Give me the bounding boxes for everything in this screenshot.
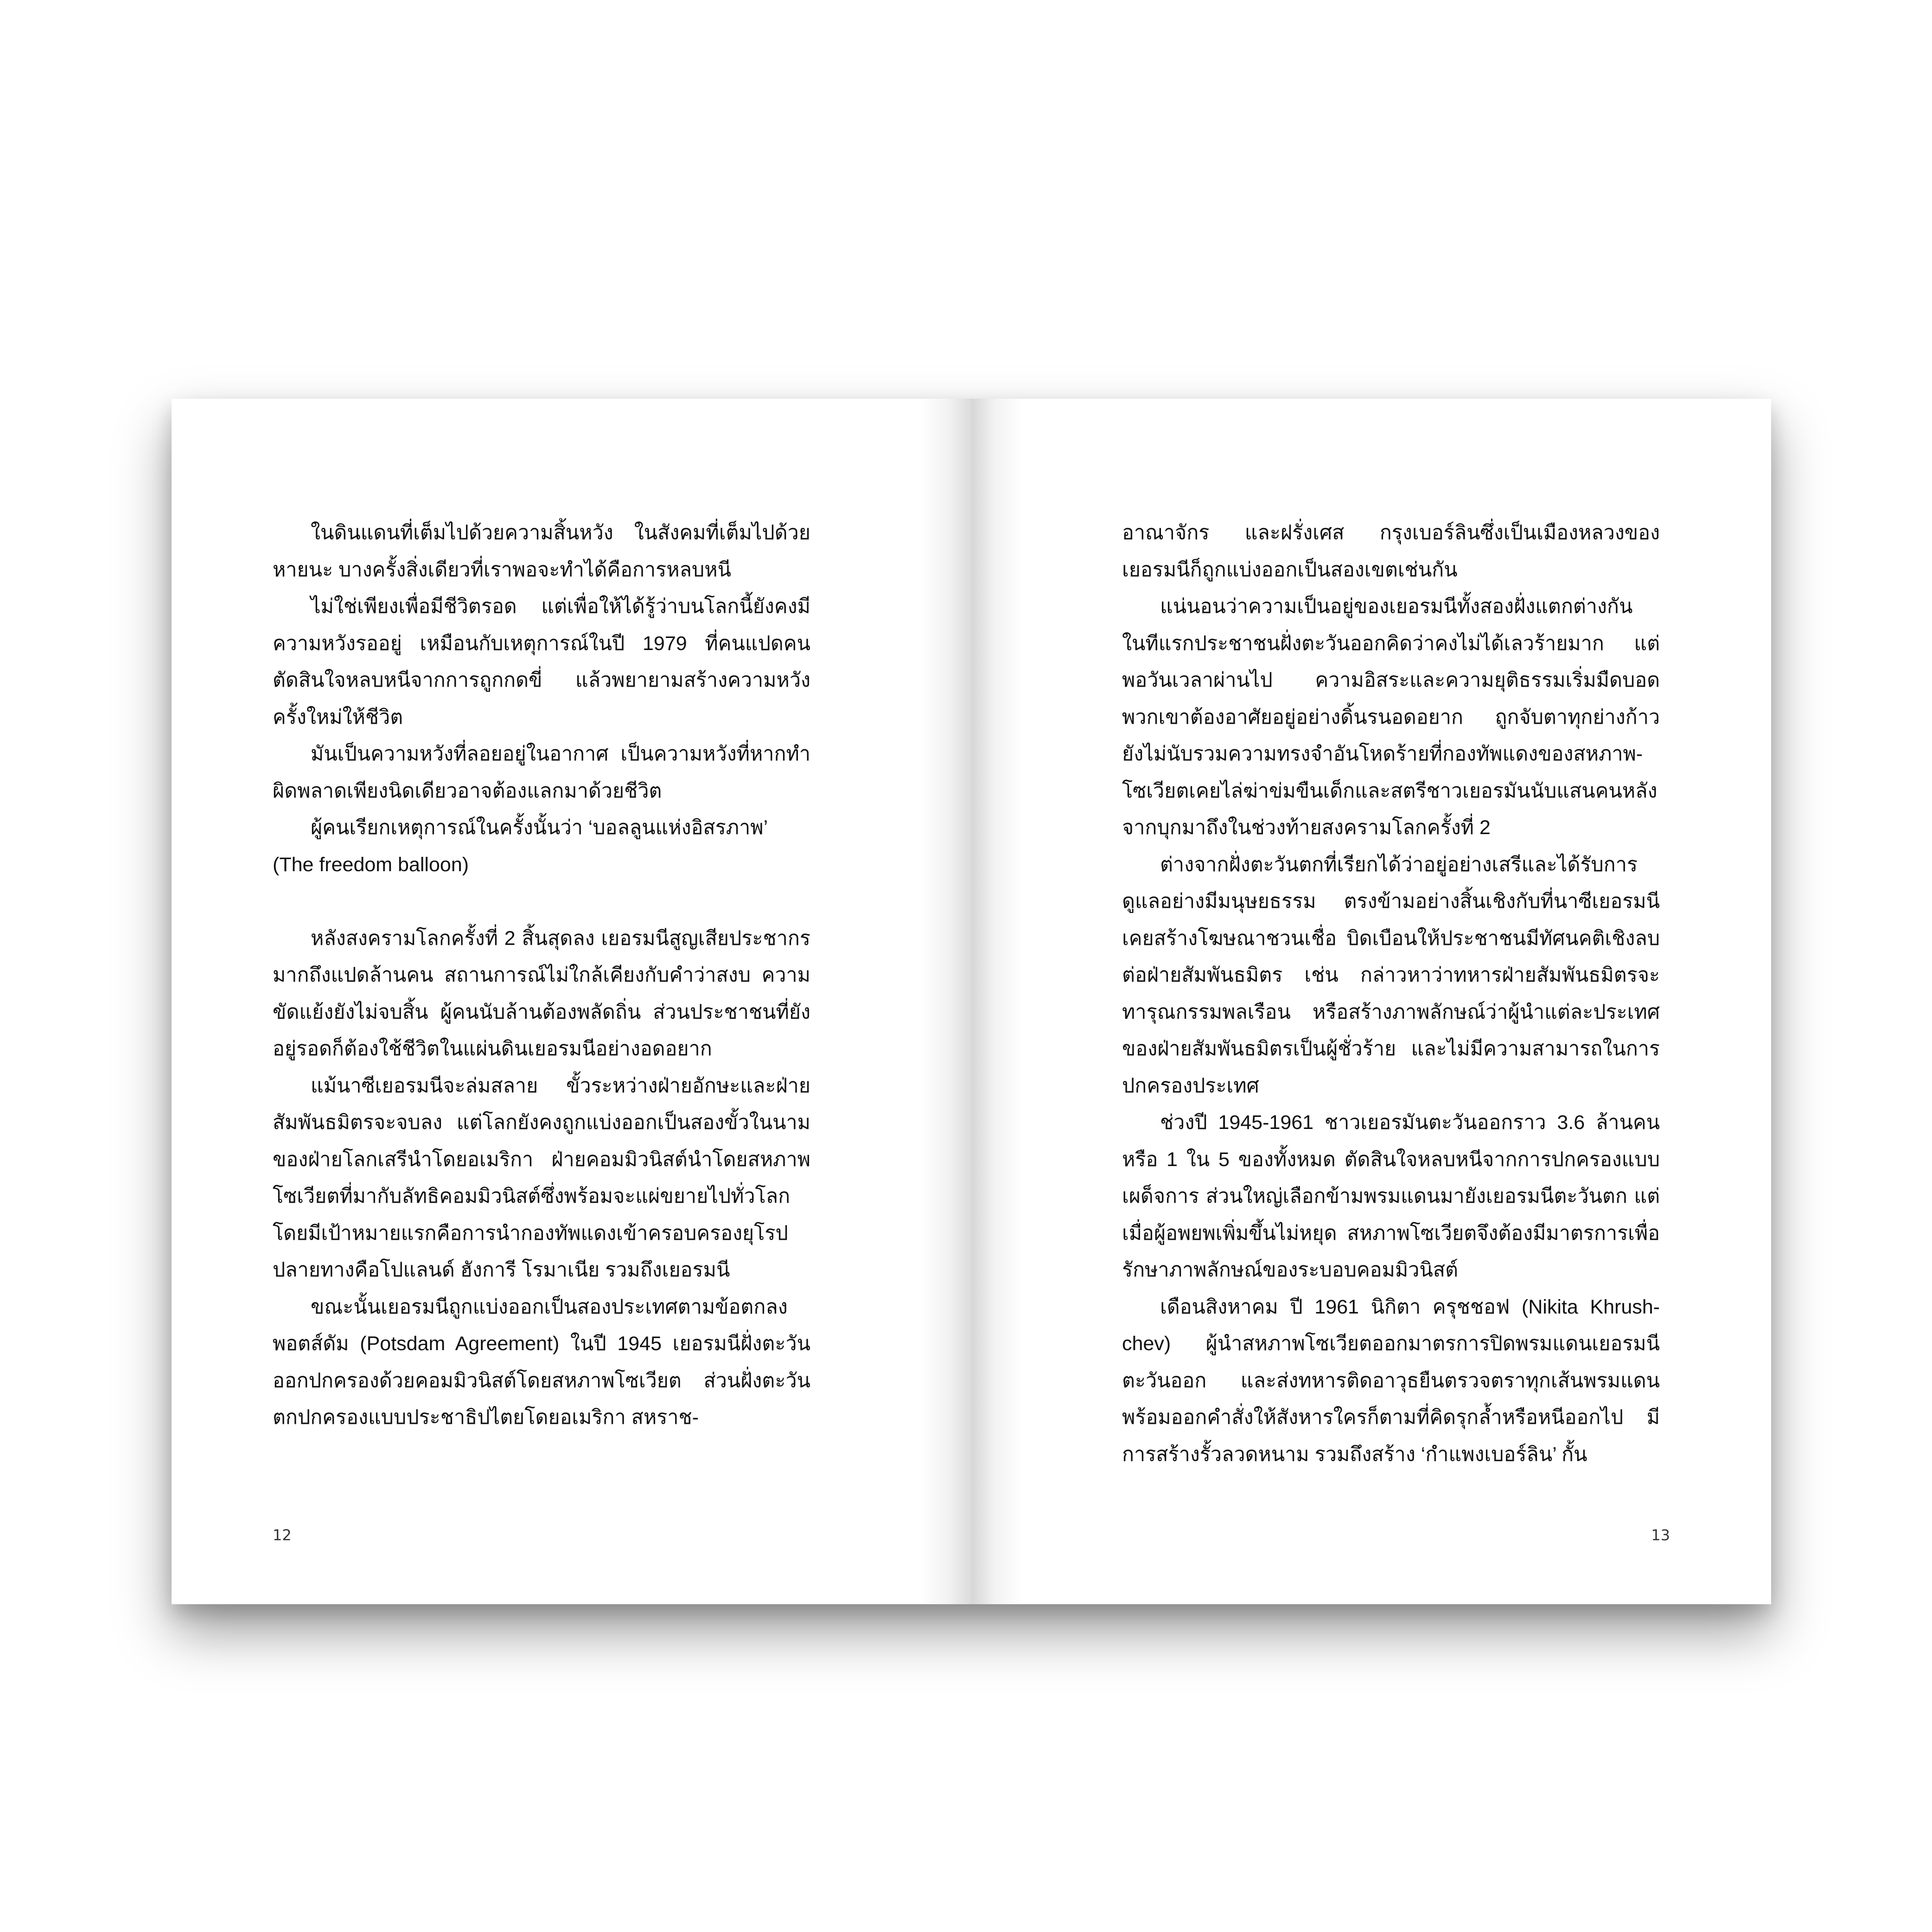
right-page-text	[1122, 515, 1660, 1473]
paragraph: ในดินแดนที่เต็มไปด้วยความสิ้นหวัง ในสังคมที่เต็มไปด้วยหายนะ บางครั้งสิ่งเดียวที่เราพอจะทำได้คือการหลบหนี	[273, 522, 810, 581]
left-page-text	[273, 515, 810, 1436]
paragraph: ผู้คนเรียกเหตุการณ์ในครั้งนั้นว่า ‘บอลลูนแห่งอิสรภาพ’	[311, 816, 768, 839]
paragraph: ช่วงปี 1945-1961 ชาวเยอรมันตะวันออกราว 3.6 ล้านคน หรือ 1 ใน 5 ของทั้งหมด ตัดสินใจหลบหนีจากการปกครองแบบเผด็จการ ส่วนใหญ่เลือกข้ามพรมแดนมายังเยอรมนีตะวันตก แต่เมื่อผู้อพยพเพิ่มขึ้นไม่หยุด สหภาพโซเวียตจึงต้องมีมาตรการเพื่อรักษาภาพลักษณ์ของระบอบคอมมิวนิสต์	[1122, 1111, 1660, 1281]
right-page	[971, 399, 1771, 1604]
paragraph: ขณะนั้นเยอรมนีถูกแบ่งออกเป็นสองประเทศตามข้อตกลงพอตส์ดัม (Potsdam Agreement) ในปี 1945 เยอรมนีฝั่งตะวันออกปกครองด้วยคอมมิวนิสต์โดยสหภาพโซเวียต ส่วนฝั่งตะวันตกปกครองแบบประชาธิปไตยโดยอเมริกา สหราช-	[273, 1295, 810, 1428]
paragraph: มันเป็นความหวังที่ลอยอยู่ในอากาศ เป็นความหวังที่หากทำผิดพลาดเพียงนิดเดียวอาจต้องแลกมาด้วยชีวิต	[273, 743, 810, 802]
paragraph: ไม่ใช่เพียงเพื่อมีชีวิตรอด แต่เพื่อให้ได้รู้ว่าบนโลกนี้ยังคงมีความหวังรออยู่ เหมือนกับเหตุการณ์ในปี 1979 ที่คนแปดคนตัดสินใจหลบหนีจากการถูกกดขี่ แล้วพยายามสร้างความหวังครั้งใหม่ให้ชีวิต	[273, 595, 810, 728]
open-book	[172, 399, 1771, 1604]
gutter-shadow	[971, 399, 1022, 1604]
section-break	[273, 883, 810, 920]
continued-paragraph: อาณาจักร และฝรั่งเศส กรุงเบอร์ลินซึ่งเป็นเมืองหลวงของเยอรมนีก็ถูกแบ่งออกเป็นสองเขตเช่นกัน	[1122, 522, 1660, 581]
paragraph: แม้นาซีเยอรมนีจะล่มสลาย ขั้วระหว่างฝ่ายอักษะและฝ่ายสัมพันธมิตรจะจบลง แต่โลกยังคงถูกแบ่งออกเป็นสองขั้วในนามของฝ่ายโลกเสรีนำโดยอเมริกา ฝ่ายคอมมิวนิสต์นำโดยสหภาพโซเวียตที่มากับลัทธิคอมมิวนิสต์ซึ่งพร้อมจะแผ่ขยายไปทั่วโลก โดยมีเป้าหมายแรกคือการนำกองทัพแดงเข้าครอบครองยุโรป ปลายทางคือโปแลนด์ ฮังการี โรมาเนีย รวมถึงเยอรมนี	[273, 1074, 810, 1281]
paragraph: เดือนสิงหาคม ปี 1961 นิกิตา ครุชชอฟ (Nikita Khrush-chev) ผู้นำสหภาพโซเวียตออกมาตรการปิดพรมแดนเยอรมนีตะวันออก และส่งทหารติดอาวุธยืนตรวจตราทุกเส้นพรมแดน พร้อมออกคำสั่งให้สังหารใครก็ตามที่คิดรุกล้ำหรือหนีออกไป มีการสร้างรั้วลวดหนาม รวมถึงสร้าง ‘กำแพงเบอร์ลิน’ กั้น	[1122, 1295, 1660, 1466]
english-title-line: (The freedom balloon)	[273, 853, 469, 876]
left-page	[172, 399, 971, 1604]
page-number: 13	[1651, 1526, 1670, 1544]
gutter-shadow	[920, 399, 971, 1604]
paragraph: แน่นอนว่าความเป็นอยู่ของเยอรมนีทั้งสองฝั่งแตกต่างกัน ในทีแรกประชาชนฝั่งตะวันออกคิดว่าคงไม่ได้เลวร้ายมาก แต่พอวันเวลาผ่านไป ความอิสระและความยุติธรรมเริ่มมืดบอด พวกเขาต้องอาศัยอยู่อย่างดิ้นรนอดอยาก ถูกจับตาทุกย่างก้าว ยังไม่นับรวมความทรงจำอันโหดร้ายที่กองทัพแดงของสหภาพ-โซเวียตเคยไล่ฆ่าข่มขืนเด็กและสตรีชาวเยอรมันนับแสนคนหลังจากบุกมาถึงในช่วงท้ายสงครามโลกครั้งที่ 2	[1122, 595, 1660, 839]
paragraph: ต่างจากฝั่งตะวันตกที่เรียกได้ว่าอยู่อย่างเสรีและได้รับการดูแลอย่างมีมนุษยธรรม ตรงข้ามอย่างสิ้นเชิงกับที่นาซีเยอรมนีเคยสร้างโฆษณาชวนเชื่อ บิดเบือนให้ประชาชนมีทัศนคติเชิงลบต่อฝ่ายสัมพันธมิตร เช่น กล่าวหาว่าทหารฝ่ายสัมพันธมิตรจะทารุณกรรมพลเรือน หรือสร้างภาพลักษณ์ว่าผู้นำแต่ละประเทศของฝ่ายสัมพันธมิตรเป็นผู้ชั่วร้าย และไม่มีความสามารถในการปกครองประเทศ	[1122, 853, 1660, 1097]
page-number: 12	[273, 1526, 292, 1544]
paragraph: หลังสงครามโลกครั้งที่ 2 สิ้นสุดลง เยอรมนีสูญเสียประชากรมากถึงแปดล้านคน สถานการณ์ไม่ใกล้เคียงกับคำว่าสงบ ความขัดแย้งยังไม่จบสิ้น ผู้คนนับล้านต้องพลัดถิ่น ส่วนประชาชนที่ยังอยู่รอดก็ต้องใช้ชีวิตในแผ่นดินเยอรมนีอย่างอดอยาก	[273, 927, 810, 1060]
